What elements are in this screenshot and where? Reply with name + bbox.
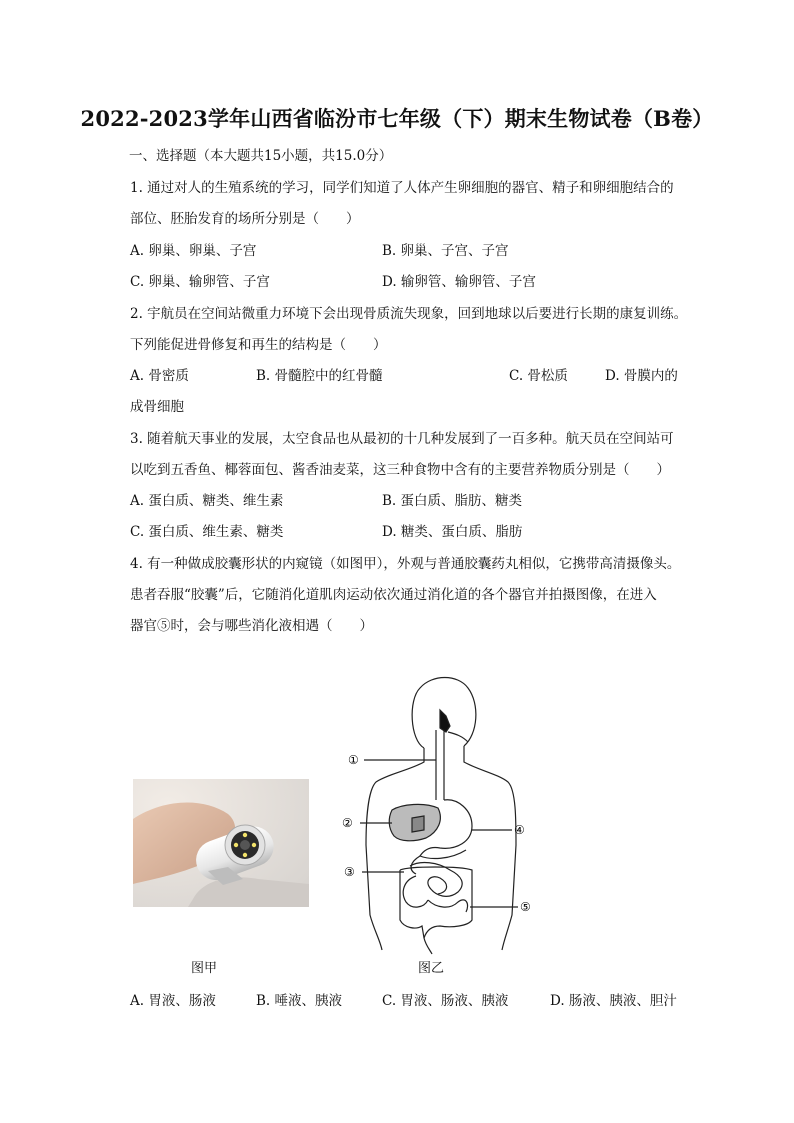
question-1-line-1: 1. 通过对人的生殖系统的学习，同学们知道了人体产生卵细胞的器官、精子和卵细胞结合的 (130, 180, 674, 196)
question-4-line-1: 4. 有一种做成胶囊形状的内窥镜（如图甲），外观与普通胶囊药丸相似，它携带高清摄像头。 (130, 556, 681, 572)
figure-jia-caption: 图甲 (191, 961, 218, 976)
q4-option-d: D. 肠液、胰液、胆汁 (550, 993, 677, 1009)
q3-option-c: C. 蛋白质、维生素、糖类 (130, 524, 284, 540)
q4-option-a: A. 胃液、肠液 (130, 993, 216, 1009)
question-3-line-1: 3. 随着航天事业的发展，太空食品也从最初的十几种发展到了一百多种。航天员在空间站可 (130, 431, 674, 447)
q3-option-b: B. 蛋白质、脂肪、糖类 (382, 493, 523, 509)
label-2: ② (342, 816, 353, 830)
question-2-line-1: 2. 宇航员在空间站微重力环境下会出现骨质流失现象，回到地球以后要进行长期的康复训练。 (130, 306, 688, 322)
label-1: ① (348, 753, 359, 767)
q1-option-c: C. 卵巢、输卵管、子宫 (130, 274, 270, 290)
q2-option-a: A. 骨密质 (130, 368, 189, 384)
q2-option-d-wrap: 成骨细胞 (130, 399, 184, 415)
label-3: ③ (344, 865, 355, 879)
question-2-line-2: 下列能促进骨修复和再生的结构是（ ） (130, 337, 387, 353)
q2-option-b: B. 骨髓腔中的红骨髓 (256, 368, 383, 384)
exam-title: 2022-2023学年山西省临汾市七年级（下）期末生物试卷（B卷） (80, 106, 714, 131)
label-4: ④ (514, 823, 525, 837)
question-4-line-2: 患者吞服“胶囊”后，它随消化道肌肉运动依次通过消化道的各个器官并拍摄图像，在进入 (130, 587, 657, 603)
q2-option-d: D. 骨膜内的 (605, 368, 678, 384)
q1-option-a: A. 卵巢、卵巢、子宫 (130, 243, 257, 259)
q1-option-b: B. 卵巢、子宫、子宫 (382, 243, 509, 259)
digestive-system-diagram (340, 670, 540, 955)
q1-option-d: D. 输卵管、输卵管、子宫 (382, 274, 536, 290)
question-4-line-3: 器官⑤时，会与哪些消化液相遇（ ） (130, 618, 373, 634)
q2-option-c: C. 骨松质 (509, 368, 568, 384)
q3-option-d: D. 糖类、蛋白质、脂肪 (382, 524, 523, 540)
question-3-line-2: 以吃到五香鱼、椰蓉面包、酱香油麦菜，这三种食物中含有的主要营养物质分别是（ ） (130, 462, 670, 478)
label-5: ⑤ (520, 900, 531, 914)
q3-option-a: A. 蛋白质、糖类、维生素 (130, 493, 284, 509)
q4-option-b: B. 唾液、胰液 (256, 993, 343, 1009)
figure-yi-caption: 图乙 (418, 961, 445, 976)
capsule-endoscope-photo (133, 779, 309, 907)
section-heading: 一、选择题（本大题共15小题，共15.0分） (129, 148, 393, 164)
question-1-line-2: 部位、胚胎发育的场所分别是（ ） (130, 211, 360, 227)
q4-option-c: C. 胃液、肠液、胰液 (382, 993, 509, 1009)
